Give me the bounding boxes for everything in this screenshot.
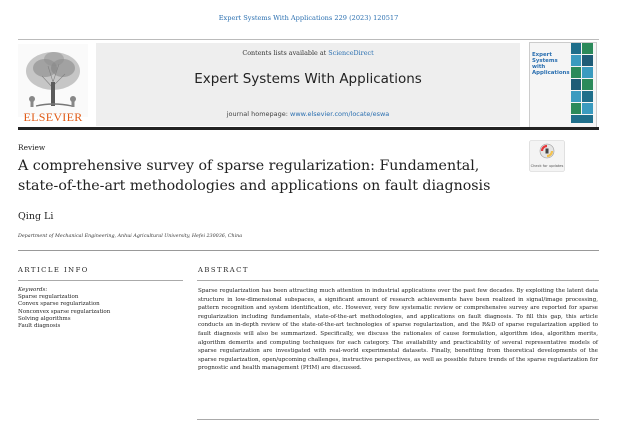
elsevier-tree-logo [18, 44, 88, 117]
author-affiliation: Department of Mechanical Engineering, Anhui Agricultural University, Hefei 230036, China [18, 234, 243, 239]
keyword-item: Fault diagnosis [18, 323, 61, 330]
sciencedirect-link[interactable]: ScienceDirect [328, 49, 374, 57]
keyword-item: Solving algorithms [18, 315, 71, 322]
contents-lists-line [96, 49, 520, 57]
check-for-updates-label: Check for updates [530, 164, 564, 168]
cover-title: Expert Systems with Applications [532, 52, 570, 76]
abstract-text: Sparse regularization has been attracting much attention in industrial applications over the past few decades. By exploiting the latent data structure in low-dimensional subspaces, a significant amount of research achievements have been realized in signal/image processing, pattern recognition and system identification, etc. However, very few systematic review or comprehensive survey are reported for sparse regularization including fundamentals, state-of-the-art methodologies, and applications on fault diagnosis. To fill this gap, this article conducts an in-depth review of the state-of-the-art technologies of sparse regularization, and the R&D of sparse regularization applied to fault diagnosis will also be summarized. Specifically, we discuss the rationales of cause formulation, algorithm idea, algorithm merits, algorithm demerits and computing techniques for each category. The availability and practicability of several representative models of sparse regularization are investigated with real-world experimental datasets. Finally, benefiting from theoretical developments of the sparse regularization, open/upcoming challenges, instructive perspectives, as well as possible future trends of the sparse regularization for prognostic and health management (PHM) are discussed. [198, 288, 598, 372]
abstract-bottom-rule [197, 419, 599, 420]
abstract-heading: ABSTRACT [198, 266, 249, 274]
article-info-rule [18, 280, 183, 281]
article-title: A comprehensive survey of sparse regularization: Fundamental, state-of-the-art methodologies and applications on fault diagnosis [18, 158, 491, 194]
keywords-label: Keywords: [18, 287, 48, 293]
cover-graphic [571, 43, 593, 123]
article-type: Review [18, 143, 46, 152]
journal-homepage-link[interactable]: www.elsevier.com/locate/eswa [290, 110, 390, 118]
homepage-prefix: journal homepage: [226, 110, 291, 118]
journal-homepage-line [96, 110, 520, 118]
author-name[interactable]: Qing Li [18, 211, 54, 222]
journal-citation[interactable]: Expert Systems With Applications 229 (2023) 120517 [218, 14, 399, 22]
article-info-heading: ARTICLE INFO [18, 266, 89, 274]
elsevier-wordmark[interactable]: ELSEVIER [23, 110, 83, 124]
header-divider-bottom [18, 127, 599, 130]
abstract-rule [197, 280, 599, 281]
keywords-list [18, 294, 110, 330]
keyword-item: Nonconvex sparse regularization [18, 308, 111, 315]
section-divider [18, 250, 599, 251]
keyword-item: Convex sparse regularization [18, 301, 100, 308]
keyword-item: Sparse regularization [18, 294, 79, 300]
contents-prefix: Contents lists available at [242, 49, 329, 57]
journal-title: Expert Systems With Applications [194, 71, 422, 87]
header-divider-top [18, 39, 599, 40]
